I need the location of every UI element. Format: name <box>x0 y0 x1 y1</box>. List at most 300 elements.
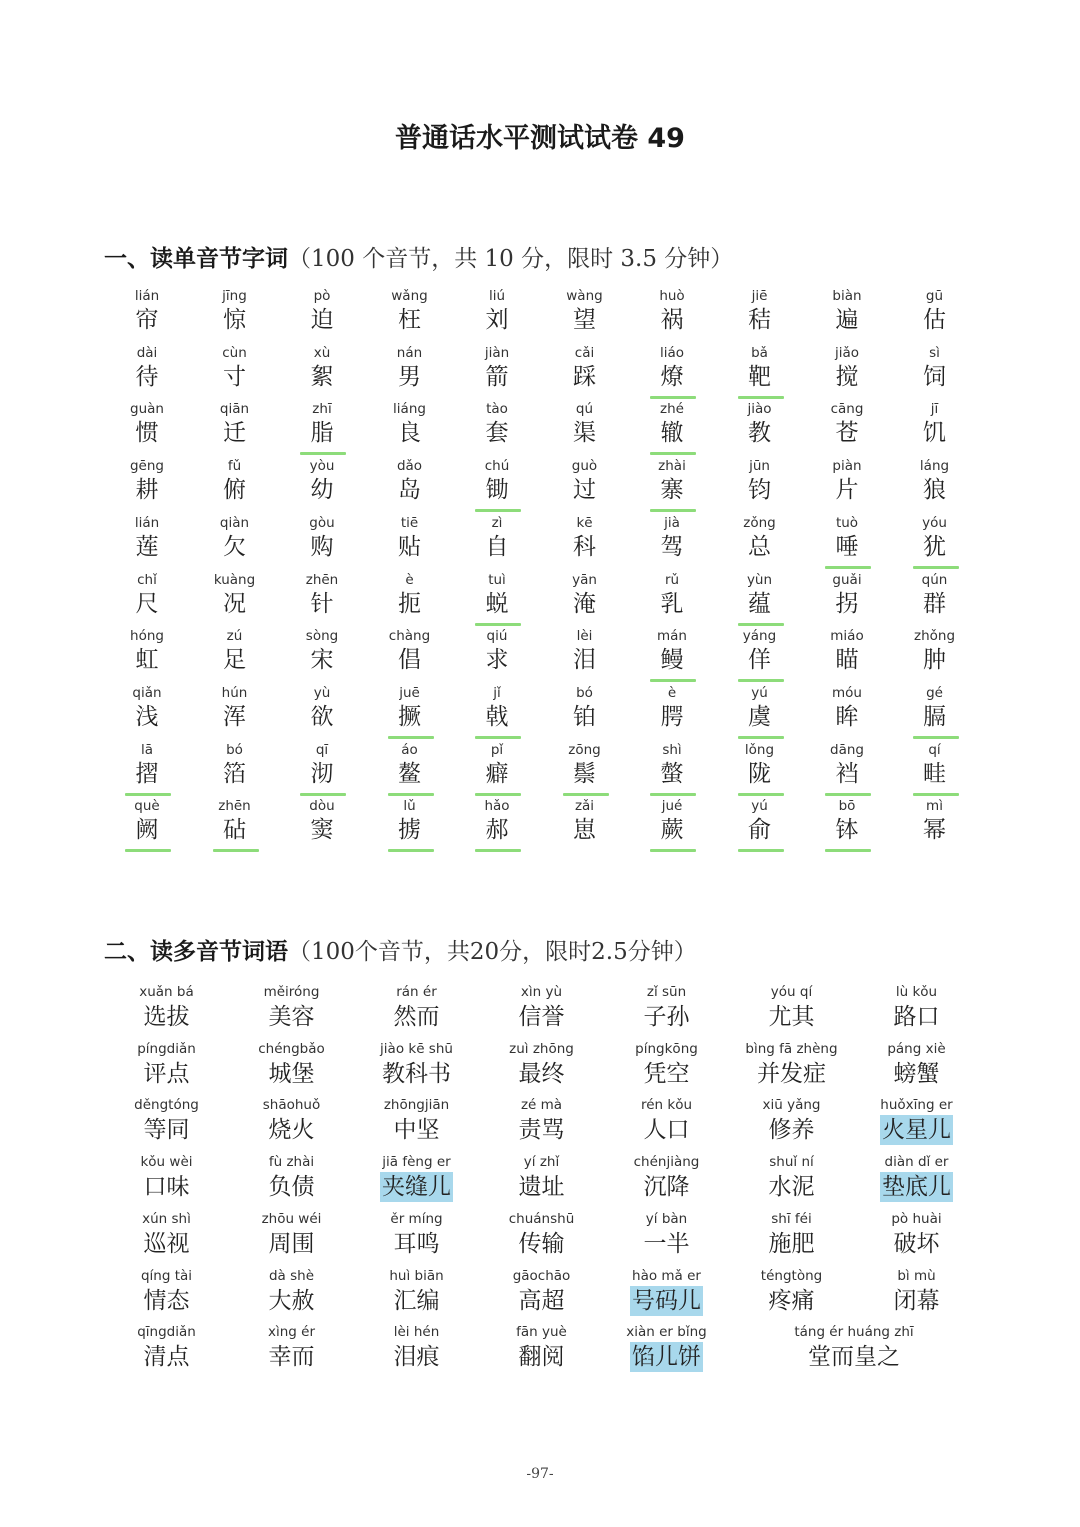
pinyin: jǐ <box>493 684 501 701</box>
word: 汇编 <box>393 1287 440 1314</box>
word-item <box>604 982 729 1039</box>
pinyin: zuì zhōng <box>509 1040 574 1057</box>
pinyin: tiē <box>400 514 419 531</box>
difficult-underline <box>300 793 346 796</box>
char-item <box>366 344 454 401</box>
pinyin: bō <box>838 798 856 815</box>
char-item <box>366 571 454 628</box>
hanzi: 自 <box>485 533 509 560</box>
word-item <box>104 1209 229 1266</box>
word: 疼痛 <box>768 1287 815 1314</box>
char-item <box>366 797 454 854</box>
word: 中坚 <box>393 1117 440 1144</box>
section1-title: 一、读单音节字词 <box>104 246 288 272</box>
pinyin: cǎi <box>574 344 595 361</box>
hanzi: 岛 <box>398 477 421 504</box>
pinyin: zé mà <box>520 1097 563 1114</box>
pinyin: xìn yù <box>520 984 563 1000</box>
char-item <box>891 514 979 571</box>
word: 城堡 <box>268 1060 315 1087</box>
word-item <box>229 1209 354 1266</box>
hanzi: 鳌 <box>398 760 421 787</box>
pinyin: yù <box>313 684 331 701</box>
pinyin: shī féi <box>771 1210 812 1227</box>
pinyin: chuánshū <box>508 1210 575 1227</box>
pinyin: yóu qí <box>770 984 813 1000</box>
char-item <box>541 514 629 571</box>
pinyin: jiǎo <box>834 344 860 361</box>
section2-title: 二、读多音节词语 <box>104 939 288 965</box>
pinyin: xù <box>313 344 331 361</box>
char-item <box>278 797 366 854</box>
char-item <box>541 797 629 854</box>
word-item <box>479 1039 604 1096</box>
difficult-underline <box>650 396 696 399</box>
hanzi: 拐 <box>835 590 859 617</box>
pinyin: chú <box>484 458 510 475</box>
hanzi: 耕 <box>135 477 159 504</box>
pinyin: jià <box>664 514 680 531</box>
pinyin: gēng <box>129 458 164 475</box>
hanzi: 狼 <box>923 477 946 504</box>
word: 堂而皇之 <box>808 1344 900 1371</box>
char-item <box>278 571 366 628</box>
pinyin: áo <box>401 741 418 758</box>
hanzi: 寨 <box>660 477 684 504</box>
char-item <box>628 797 716 854</box>
hanzi: 针 <box>310 590 334 617</box>
difficult-underline <box>738 679 784 682</box>
hanzi: 眸 <box>835 703 859 730</box>
word-item <box>479 1322 604 1379</box>
difficult-underline <box>825 849 871 852</box>
char-item <box>366 627 454 684</box>
pinyin: liú <box>488 288 506 304</box>
word-item <box>729 1152 854 1209</box>
pinyin: zhài <box>658 458 686 475</box>
pinyin: è <box>667 684 677 701</box>
char-item <box>191 627 279 684</box>
pinyin: bó <box>226 741 243 758</box>
word: 水泥 <box>768 1174 815 1201</box>
hanzi: 箔 <box>223 760 246 787</box>
pinyin: gé <box>926 684 943 701</box>
char-item <box>278 684 366 741</box>
char-item <box>803 684 891 741</box>
difficult-underline <box>825 566 871 569</box>
char-item <box>453 797 541 854</box>
char-item <box>803 287 891 344</box>
char-item <box>803 627 891 684</box>
difficult-underline <box>475 623 521 626</box>
pinyin: rán ér <box>396 984 437 1000</box>
difficult-underline <box>738 736 784 739</box>
word-item <box>854 1039 979 1096</box>
char-item <box>103 457 191 514</box>
pinyin: píngdiǎn <box>137 1040 196 1057</box>
hanzi: 癖 <box>485 760 509 787</box>
hanzi: 铂 <box>573 703 596 730</box>
word-item <box>354 1039 479 1096</box>
pinyin: mán <box>657 628 687 645</box>
pinyin: yí bàn <box>645 1210 688 1227</box>
hanzi: 淹 <box>573 590 596 617</box>
hanzi: 肿 <box>923 647 946 674</box>
word-item <box>229 982 354 1039</box>
char-item <box>366 287 454 344</box>
hanzi: 饲 <box>923 363 946 390</box>
pinyin: yáng <box>742 628 777 645</box>
hanzi: 足 <box>223 647 246 674</box>
char-item <box>366 514 454 571</box>
section2-note: （100个音节，共20分，限时2.5分钟） <box>288 939 697 965</box>
difficult-underline <box>388 736 434 739</box>
word: 修养 <box>768 1117 815 1144</box>
pinyin: hún <box>221 684 248 701</box>
char-item <box>716 741 804 798</box>
pinyin: qíng tài <box>140 1267 193 1284</box>
hanzi: 虹 <box>135 647 159 674</box>
pinyin: zhōngjiān <box>383 1097 450 1114</box>
hanzi: 陇 <box>748 760 771 787</box>
word: 大赦 <box>268 1287 315 1314</box>
hanzi: 蕴 <box>748 590 771 617</box>
pinyin: zǒng <box>743 514 776 531</box>
pinyin: xiàn er bǐng <box>626 1324 707 1341</box>
hanzi: 膈 <box>923 703 946 730</box>
pinyin: juē <box>399 684 420 701</box>
char-item <box>278 627 366 684</box>
pinyin: qiān <box>219 401 250 418</box>
hanzi: 过 <box>573 477 596 504</box>
hanzi: 阙 <box>135 817 159 844</box>
char-item <box>103 797 191 854</box>
char-item <box>103 400 191 457</box>
char-item <box>453 287 541 344</box>
hanzi: 片 <box>835 477 859 504</box>
hanzi: 寸 <box>223 363 246 390</box>
char-item <box>103 514 191 571</box>
hanzi: 饥 <box>923 420 946 447</box>
pinyin: yí zhǐ <box>523 1154 560 1171</box>
pinyin: zhēn <box>305 571 339 588</box>
hanzi: 欠 <box>223 533 246 560</box>
hanzi: 佯 <box>748 647 771 674</box>
pinyin: guǎi <box>832 571 862 588</box>
char-item <box>191 400 279 457</box>
word-item <box>104 1039 229 1096</box>
word: 子孙 <box>643 1004 690 1030</box>
pinyin: zǐ sūn <box>646 984 687 1000</box>
pinyin: nán <box>396 344 423 361</box>
char-item <box>366 400 454 457</box>
hanzi: 浅 <box>135 703 159 730</box>
pinyin: què <box>134 798 160 815</box>
char-item <box>628 571 716 628</box>
erhua-word-highlight: 火星儿 <box>882 1117 951 1144</box>
char-item <box>278 344 366 401</box>
pinyin: dòu <box>309 798 335 815</box>
hanzi: 幂 <box>923 817 946 844</box>
hanzi: 科 <box>573 533 596 560</box>
pinyin: qiǎn <box>132 684 162 701</box>
hanzi: 求 <box>485 647 509 674</box>
pinyin: shāohuǒ <box>262 1097 321 1114</box>
pinyin: huò <box>659 288 685 304</box>
pinyin: qiú <box>486 628 508 645</box>
pinyin: jūn <box>749 458 770 475</box>
hanzi: 尺 <box>135 590 159 617</box>
char-item <box>628 344 716 401</box>
hanzi: 燎 <box>660 363 684 390</box>
difficult-underline <box>475 736 521 739</box>
pinyin: shì <box>662 741 682 758</box>
hanzi: 搅 <box>835 363 859 390</box>
word-item <box>729 1209 854 1266</box>
word: 最终 <box>518 1060 565 1087</box>
hanzi: 莲 <box>135 533 159 560</box>
pinyin: huì biān <box>389 1267 444 1284</box>
pinyin: dǎo <box>396 458 423 475</box>
char-item <box>453 571 541 628</box>
char-item <box>891 457 979 514</box>
char-item <box>891 571 979 628</box>
hanzi: 望 <box>573 307 596 333</box>
word: 责骂 <box>518 1117 565 1144</box>
pinyin: diàn dǐ er <box>884 1154 949 1171</box>
hanzi: 套 <box>485 420 509 447</box>
hanzi: 崽 <box>573 817 596 844</box>
char-item <box>103 684 191 741</box>
pinyin: zhēn <box>218 798 251 815</box>
pinyin: rǔ <box>664 571 680 588</box>
char-item <box>891 797 979 854</box>
hanzi: 鳗 <box>660 647 684 674</box>
hanzi: 摺 <box>135 760 159 787</box>
hanzi: 渠 <box>573 420 596 447</box>
hanzi: 迫 <box>310 307 334 333</box>
hanzi: 总 <box>748 533 771 560</box>
pinyin: gòu <box>309 514 335 531</box>
char-item <box>541 684 629 741</box>
hanzi: 浑 <box>223 703 246 730</box>
pinyin: xìng ér <box>267 1324 315 1341</box>
char-item <box>891 344 979 401</box>
pinyin: bìng fā zhèng <box>745 1040 838 1057</box>
pinyin: zhī <box>312 401 332 418</box>
hanzi: 驾 <box>660 533 684 560</box>
char-item <box>891 627 979 684</box>
pinyin: téngtòng <box>760 1267 823 1284</box>
word-item <box>104 1322 229 1379</box>
char-item <box>803 741 891 798</box>
pinyin: bǎ <box>751 344 768 361</box>
char-item <box>103 287 191 344</box>
pinyin: sòng <box>305 628 339 645</box>
word: 人口 <box>643 1117 690 1144</box>
hanzi: 祸 <box>660 307 684 333</box>
char-item <box>278 400 366 457</box>
pinyin: tuò <box>835 514 859 531</box>
word-item <box>104 1095 229 1152</box>
char-item <box>716 627 804 684</box>
pinyin: xuǎn bá <box>139 984 194 1000</box>
hanzi: 刘 <box>485 307 509 333</box>
char-item <box>716 797 804 854</box>
pinyin: jiào kē shū <box>380 1040 453 1057</box>
pinyin: móu <box>832 684 862 701</box>
hanzi: 靶 <box>748 363 771 390</box>
difficult-underline <box>650 452 696 455</box>
word-item <box>104 1152 229 1209</box>
word-item <box>729 1039 854 1096</box>
difficult-underline <box>563 793 609 796</box>
hanzi: 惯 <box>135 420 159 447</box>
pinyin: kē <box>576 514 593 531</box>
pinyin: kǒu wèi <box>140 1154 193 1171</box>
word-item <box>479 1209 604 1266</box>
word: 信誉 <box>518 1004 565 1030</box>
pinyin: guò <box>571 458 598 475</box>
pinyin: láng <box>919 458 950 475</box>
pinyin: zì <box>491 514 503 531</box>
word-item <box>854 1095 979 1152</box>
word-item <box>479 1152 604 1209</box>
pinyin: jiā fèng er <box>382 1154 451 1171</box>
word-item <box>604 1209 729 1266</box>
hanzi: 估 <box>923 307 946 333</box>
word-item <box>229 1266 354 1323</box>
pinyin: tuì <box>488 571 506 588</box>
word-item <box>479 982 604 1039</box>
word-item <box>229 1039 354 1096</box>
hanzi: 宋 <box>310 647 334 674</box>
hanzi: 惊 <box>223 307 246 333</box>
pinyin: páng xiè <box>887 1040 946 1057</box>
hanzi: 扼 <box>398 590 421 617</box>
pinyin: zǎi <box>574 798 595 815</box>
char-item <box>628 457 716 514</box>
char-item <box>191 684 279 741</box>
pinyin: jiàn <box>484 344 510 361</box>
word-item <box>104 1266 229 1323</box>
pinyin: jiē <box>751 288 768 304</box>
pinyin: qī <box>315 741 329 758</box>
pinyin: wàng <box>566 288 603 304</box>
word-item <box>604 1152 729 1209</box>
char-item <box>803 344 891 401</box>
char-item <box>103 571 191 628</box>
pinyin: jué <box>661 798 683 815</box>
word-item <box>229 1322 354 1379</box>
word: 遗址 <box>518 1174 565 1201</box>
word-item <box>354 982 479 1039</box>
word-item <box>354 1095 479 1152</box>
pinyin: zōng <box>568 741 601 758</box>
hanzi: 男 <box>398 363 421 390</box>
difficult-underline <box>213 849 259 852</box>
pinyin: yú <box>751 798 768 815</box>
pinyin: hǎo <box>484 798 510 815</box>
pinyin: lián <box>134 288 160 304</box>
hanzi: 待 <box>135 363 159 390</box>
hanzi: 购 <box>310 533 334 560</box>
pinyin: qīngdiǎn <box>137 1324 196 1341</box>
difficult-underline <box>125 793 171 796</box>
word: 凭空 <box>643 1060 690 1087</box>
erhua-word-highlight: 馅儿饼 <box>632 1344 701 1371</box>
char-item <box>716 457 804 514</box>
difficult-underline <box>825 793 871 796</box>
hanzi: 辙 <box>660 420 684 447</box>
char-item <box>891 741 979 798</box>
pinyin: fǔ <box>227 458 242 475</box>
word: 教科书 <box>382 1060 451 1087</box>
pinyin: rén kǒu <box>640 1097 693 1114</box>
word-item <box>729 1266 854 1323</box>
char-item <box>278 514 366 571</box>
pinyin: lǔ <box>403 798 416 815</box>
pinyin: cùn <box>222 344 247 361</box>
pinyin: qún <box>921 571 948 588</box>
pinyin: dāng <box>830 741 864 758</box>
pinyin: táng ér huáng zhī <box>794 1324 914 1341</box>
word-item <box>729 1095 854 1152</box>
hanzi: 窦 <box>310 817 334 844</box>
pinyin: chǐ <box>137 571 157 588</box>
pinyin: biàn <box>832 288 862 304</box>
pinyin: lián <box>134 514 160 531</box>
char-item <box>191 344 279 401</box>
difficult-underline <box>388 849 434 852</box>
word: 然而 <box>393 1004 440 1030</box>
char-item <box>453 400 541 457</box>
word-item <box>229 1152 354 1209</box>
char-item <box>628 400 716 457</box>
char-item <box>453 627 541 684</box>
char-item <box>366 684 454 741</box>
pinyin: mì <box>926 798 943 815</box>
pinyin: jiào <box>747 401 772 418</box>
char-item <box>628 287 716 344</box>
char-item <box>716 684 804 741</box>
char-item <box>453 457 541 514</box>
char-item <box>628 514 716 571</box>
char-item <box>366 457 454 514</box>
word-item <box>604 1266 729 1323</box>
pinyin: zú <box>226 628 243 645</box>
char-item <box>891 684 979 741</box>
hanzi: 腭 <box>660 703 684 730</box>
word: 并发症 <box>757 1060 826 1087</box>
pinyin: qú <box>575 401 594 418</box>
word: 美容 <box>268 1004 315 1030</box>
word: 清点 <box>143 1344 190 1371</box>
word: 路口 <box>893 1004 940 1030</box>
pinyin: yòu <box>309 458 335 475</box>
difficult-underline <box>913 736 959 739</box>
char-item <box>453 344 541 401</box>
pinyin: lù kǒu <box>895 984 938 1000</box>
hanzi: 钧 <box>748 477 771 504</box>
hanzi: 苍 <box>835 420 859 447</box>
char-item <box>278 741 366 798</box>
difficult-underline <box>650 849 696 852</box>
word: 选拔 <box>143 1004 190 1030</box>
hanzi: 絮 <box>310 363 334 390</box>
char-item <box>453 514 541 571</box>
char-item <box>278 287 366 344</box>
